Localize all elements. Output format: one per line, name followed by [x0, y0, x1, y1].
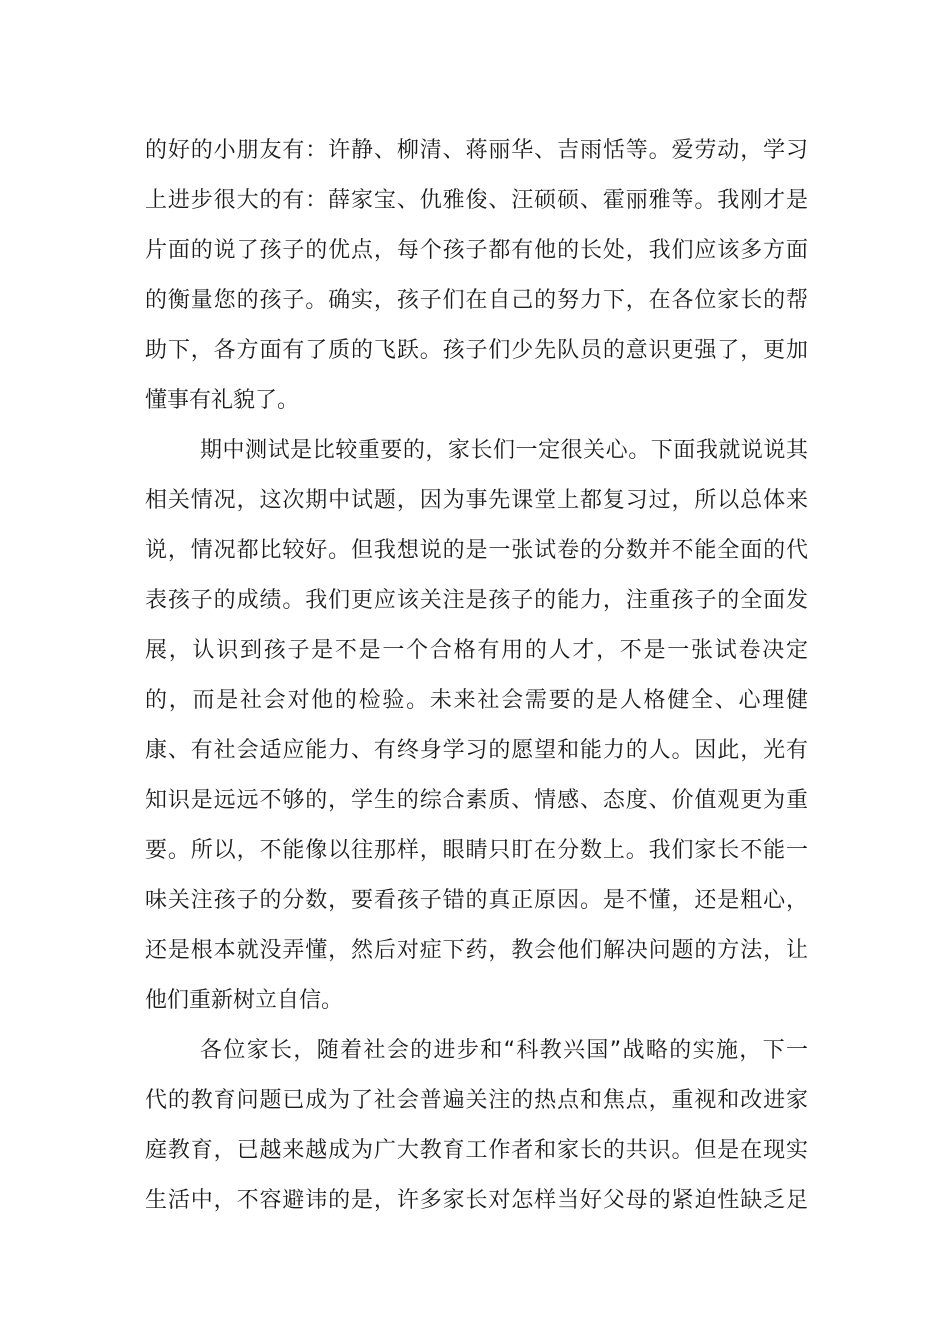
text-line: 表孩子的成绩。我们更应该关注是孩子的能力，注重孩子的全面发: [145, 588, 808, 613]
text-line: 庭教育，已越来越成为广大教育工作者和家长的共识。但是在现实: [145, 1138, 808, 1163]
text-line: 展，认识到孩子是不是一个合格有用的人才，不是一张试卷决定: [145, 638, 808, 663]
text-line: 相关情况，这次期中试题，因为事先课堂上都复习过，所以总体来: [145, 488, 808, 513]
text-line: 助下，各方面有了质的飞跃。孩子们少先队员的意识更强了，更加: [145, 338, 808, 363]
text-line: 他们重新树立自信。: [145, 988, 344, 1013]
text-line: 康、有社会适应能力、有终身学习的愿望和能力的人。因此，光有: [145, 738, 808, 763]
text-line: 知识是远远不够的，学生的综合素质、情感、态度、价值观更为重: [145, 788, 808, 813]
paragraph: [145, 426, 808, 1026]
text-line: 生活中，不容避讳的是，许多家长对怎样当好父母的紧迫性缺乏足: [145, 1188, 808, 1213]
paragraph: [145, 1026, 808, 1226]
text-line: 的，而是社会对他的检验。未来社会需要的是人格健全、心理健: [145, 688, 808, 713]
text-line: 要。所以，不能像以往那样，眼睛只盯在分数上。我们家长不能一: [145, 838, 808, 863]
text-line: 味关注孩子的分数，要看孩子错的真正原因。是不懂，还是粗心，: [145, 888, 808, 913]
text-line: 上进步很大的有：薛家宝、仇雅俊、汪硕硕、霍丽雅等。我刚才是: [145, 188, 808, 213]
text-line: 各位家长，随着社会的进步和“科教兴国”战略的实施，下一: [200, 1038, 808, 1063]
text-line: 还是根本就没弄懂，然后对症下药，教会他们解决问题的方法，让: [145, 938, 808, 963]
text-line: 的好的小朋友有：许静、柳清、蒋丽华、吉雨恬等。爱劳动，学习: [145, 138, 808, 163]
paragraph: [145, 126, 808, 426]
text-line: 懂事有礼貌了。: [145, 388, 300, 413]
text-line: 的衡量您的孩子。确实，孩子们在自己的努力下，在各位家长的帮: [145, 288, 808, 313]
text-line: 代的教育问题已成为了社会普遍关注的热点和焦点，重视和改进家: [145, 1088, 808, 1113]
text-line: 片面的说了孩子的优点，每个孩子都有他的长处，我们应该多方面: [145, 238, 808, 263]
text-line: 说，情况都比较好。但我想说的是一张试卷的分数并不能全面的代: [145, 538, 808, 563]
text-line: 期中测试是比较重要的，家长们一定很关心。下面我就说说其: [200, 438, 808, 463]
document-body: [145, 126, 808, 1226]
